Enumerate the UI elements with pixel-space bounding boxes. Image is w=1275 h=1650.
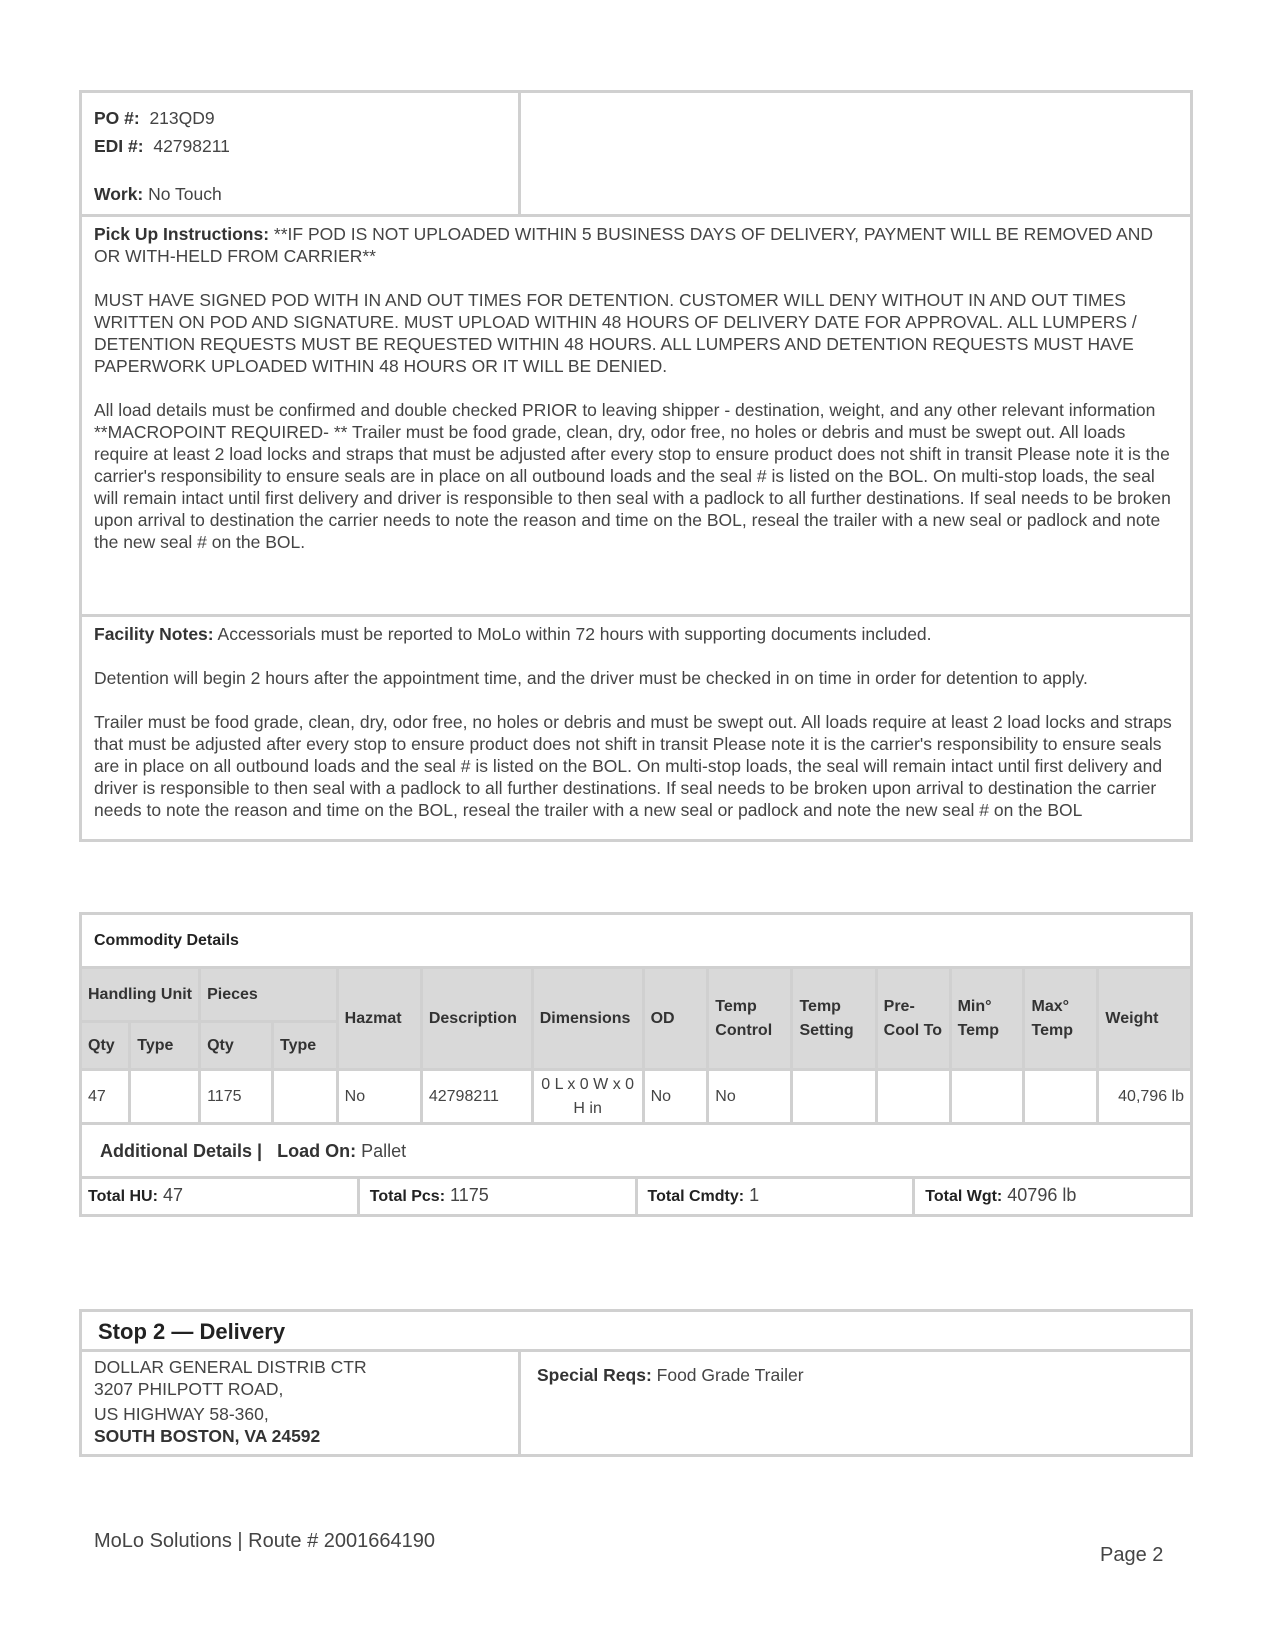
max-temp-cell	[1024, 1070, 1098, 1124]
weight-cell: 40,796 lb	[1098, 1070, 1192, 1124]
pcs-type-cell	[272, 1070, 337, 1124]
additional-details-label: Additional Details |	[100, 1140, 263, 1161]
pickup-instructions	[82, 217, 1190, 617]
load-on-label: Load On:	[277, 1140, 357, 1161]
total-hu-value: 47	[162, 1185, 183, 1206]
total-wgt-label: Total Wgt:	[925, 1188, 1003, 1206]
weight-header: Weight	[1098, 968, 1192, 1070]
footer-route: MoLo Solutions | Route # 2001664190	[94, 1530, 436, 1552]
facility-p3: Trailer must be food grade, clean, dry, odor free, no holes or debris and must be swept out. All loads require at least 2 load locks and straps that must be adjusted after every stop to ensure product does not shift in transit Please note it is the carrier's responsibility to ensure seals are in place on all outbound loads and the seal # is listed on the BOL. On multi-stop loads, the seal will remain intact until first delivery and driver is responsible to then seal with a padlock to all further destinations. If seal needs to be broken upon arrival to destination the carrier needs to note the reason and time on the BOL, reseal the trailer with a new seal or padlock and note the new seal # on the BOL	[94, 712, 1172, 820]
stop-panel	[79, 1309, 1193, 1457]
total-cmdty-label: Total Cmdty:	[647, 1188, 745, 1206]
dimensions-header: Dimensions	[532, 968, 643, 1070]
special-reqs-label: Special Reqs:	[537, 1365, 652, 1385]
work-label: Work:	[94, 184, 144, 204]
total-hu-label: Total HU:	[88, 1188, 158, 1206]
temp-control-header: Temp Control	[708, 968, 792, 1070]
po-value: 213QD9	[149, 108, 215, 128]
stop-addr1: 3207 PHILPOTT ROAD,	[94, 1379, 284, 1399]
edi-value: 42798211	[153, 136, 230, 156]
total-pcs-label: Total Pcs:	[369, 1188, 446, 1206]
od-cell: No	[643, 1070, 708, 1124]
total-hu	[81, 1179, 359, 1215]
stop-name: DOLLAR GENERAL DISTRIB CTR	[94, 1357, 367, 1377]
facility-p1: Accessorials must be reported to MoLo within 72 hours with supporting documents included.	[217, 624, 932, 644]
hu-qty-header: Qty	[81, 1022, 130, 1070]
commodity-section	[79, 912, 1193, 1224]
commodity-title: Commodity Details	[81, 914, 1192, 968]
empty-cell	[521, 93, 1190, 214]
stop-address	[82, 1352, 521, 1454]
totals-table	[79, 1179, 1193, 1217]
special-reqs-value: Food Grade Trailer	[656, 1365, 804, 1385]
hu-type-cell	[130, 1070, 200, 1124]
load-info-panel	[79, 90, 1193, 842]
temp-setting-header: Temp Setting	[792, 968, 876, 1070]
pcs-type-header: Type	[272, 1022, 337, 1070]
total-wgt	[914, 1179, 1192, 1215]
pickup-label: Pick Up Instructions:	[94, 224, 270, 244]
reference-cell	[82, 93, 521, 214]
handling-unit-header: Handling Unit	[81, 968, 200, 1022]
work-value: No Touch	[148, 184, 222, 204]
pickup-p1: **IF POD IS NOT UPLOADED WITHIN 5 BUSINESS DAYS OF DELIVERY, PAYMENT WILL BE REMOVED AND OR WITH-HELD FROM CARRIER**	[94, 224, 1153, 266]
hu-qty-cell: 47	[81, 1070, 130, 1124]
pre-cool-cell	[876, 1070, 950, 1124]
additional-details	[81, 1124, 1192, 1178]
pieces-header: Pieces	[200, 968, 338, 1022]
edi-label: EDI #:	[94, 136, 144, 156]
facility-notes	[82, 617, 1190, 821]
total-pcs	[358, 1179, 636, 1215]
pickup-p4: **MACROPOINT REQUIRED- ** Trailer must be food grade, clean, dry, odor free, no holes or debris and must be swept out. All loads require at least 2 load locks and straps that must be adjusted after every stop to ensure product does not shift in transit Please note it is the carrier's responsibility to ensure seals are in place on all outbound loads and the seal # is listed on the BOL. On multi-stop loads, the seal will remain intact until first delivery and driver is responsible to then seal with a padlock to all further destinations. If seal needs to be broken upon arrival to destination the carrier needs to note the reason and time on the BOL, reseal the trailer with a new seal or padlock and note the new seal # on the BOL.	[94, 422, 1171, 552]
hazmat-cell: No	[337, 1070, 421, 1124]
total-cmdty	[636, 1179, 914, 1215]
temp-control-cell: No	[708, 1070, 792, 1124]
pickup-p2: MUST HAVE SIGNED POD WITH IN AND OUT TIMES FOR DETENTION. CUSTOMER WILL DENY WITHOUT IN AND OUT TIMES WRITTEN ON POD AND SIGNATURE. MUST UPLOAD WITHIN 48 HOURS OF DELIVERY DATE FOR APPROVAL. ALL LUMPERS / DETENTION REQUESTS MUST BE REQUESTED WITHIN 48 HOURS. ALL LUMPERS AND DETENTION REQUESTS MUST HAVE PAPERWORK UPLOADED WITHIN 48 HOURS OR IT WILL BE DENIED.	[94, 290, 1137, 376]
pcs-qty-cell: 1175	[200, 1070, 273, 1124]
min-temp-header: Min° Temp	[950, 968, 1024, 1070]
po-label: PO #:	[94, 108, 140, 128]
min-temp-cell	[950, 1070, 1024, 1124]
facility-p2: Detention will begin 2 hours after the appointment time, and the driver must be checked in on time in order for detention to apply.	[94, 668, 1088, 688]
description-cell: 42798211	[421, 1070, 532, 1124]
max-temp-header: Max° Temp	[1024, 968, 1098, 1070]
stop-addr2: US HIGHWAY 58-360,	[94, 1404, 269, 1424]
description-header: Description	[421, 968, 532, 1070]
reference-row	[82, 93, 1190, 217]
pickup-p3: All load details must be confirmed and double checked PRIOR to leaving shipper - destination, weight, and any other relevant information	[94, 400, 1156, 420]
hazmat-header: Hazmat	[337, 968, 421, 1070]
dimensions-cell: 0 L x 0 W x 0 H in	[532, 1070, 643, 1124]
special-reqs	[521, 1352, 1190, 1454]
total-cmdty-value: 1	[749, 1185, 760, 1206]
load-on-value: Pallet	[361, 1140, 407, 1161]
total-wgt-value: 40796 lb	[1007, 1185, 1077, 1206]
pcs-qty-header: Qty	[200, 1022, 273, 1070]
temp-setting-cell	[792, 1070, 876, 1124]
stop-city: SOUTH BOSTON, VA 24592	[94, 1426, 321, 1446]
table-row	[81, 1070, 1192, 1124]
total-pcs-value: 1175	[450, 1185, 489, 1206]
hu-type-header: Type	[130, 1022, 200, 1070]
od-header: OD	[643, 968, 708, 1070]
stop-title: Stop 2 — Delivery	[82, 1312, 1190, 1352]
pre-cool-header: Pre-Cool To	[876, 968, 950, 1070]
facility-label: Facility Notes:	[94, 624, 214, 644]
page-number: Page 2	[1100, 1544, 1164, 1566]
commodity-table	[79, 912, 1193, 1179]
